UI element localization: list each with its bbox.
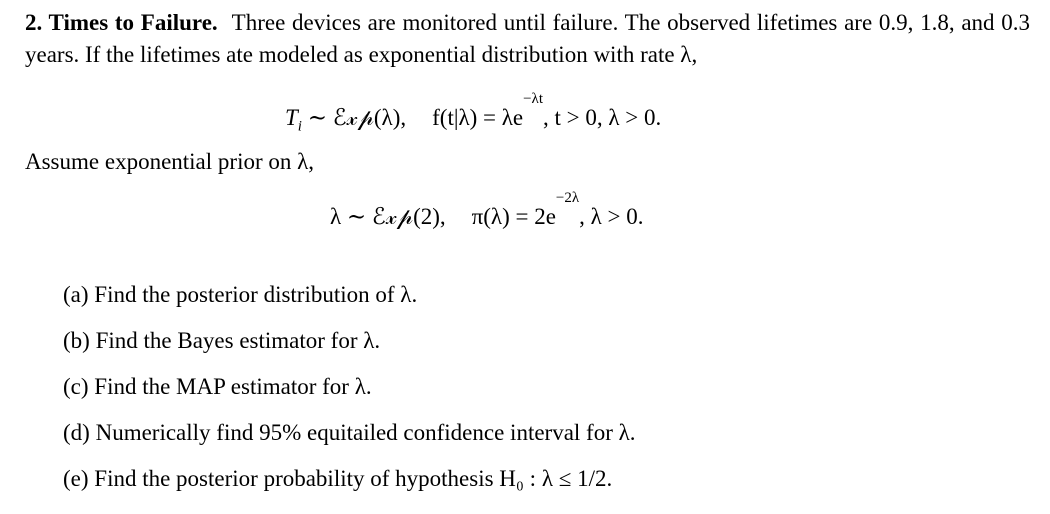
part-item-c bbox=[63, 364, 636, 410]
likelihood-pdf: f(t|λ) = λe bbox=[432, 105, 524, 130]
likelihood-cond: , t > 0, λ > 0. bbox=[543, 105, 662, 130]
likelihood-lhs-sub: i bbox=[297, 118, 302, 135]
part-item-b bbox=[63, 318, 636, 364]
part-text: Find the posterior probability of hypothesis H₀ : λ ≤ 1/2. bbox=[94, 466, 613, 491]
part-item-e bbox=[63, 456, 636, 502]
likelihood-pdf-exponent: −λt bbox=[523, 91, 543, 107]
part-text: Find the MAP estimator for λ. bbox=[94, 374, 372, 399]
part-label: (c) bbox=[63, 374, 89, 399]
likelihood-lhs: T bbox=[285, 105, 298, 130]
prior-pdf: π(λ) = 2e bbox=[471, 204, 556, 229]
prior-intro: Assume exponential prior on λ, bbox=[25, 149, 315, 174]
part-text: Numerically find 95% equitailed confidence interval for λ. bbox=[95, 420, 636, 445]
part-item-a bbox=[63, 272, 636, 318]
prior-pdf-exponent: −2λ bbox=[555, 190, 580, 206]
problem-intro bbox=[25, 7, 1030, 71]
part-text: Find the posterior distribution of λ. bbox=[94, 282, 418, 307]
prior-dist: λ ∼ ℰ𝓍𝓅(2), bbox=[330, 204, 446, 229]
part-label: (e) bbox=[63, 466, 89, 491]
problem-heading: 2. Times to Failure. bbox=[25, 10, 218, 35]
part-label: (d) bbox=[63, 420, 90, 445]
part-text: Find the Bayes estimator for λ. bbox=[95, 328, 381, 353]
part-item-d bbox=[63, 410, 636, 456]
problem-parts-list bbox=[63, 272, 636, 502]
intro-text: Three devices are monitored until failure. The observed lifetimes are 0.9, 1.8, and 0.3 years. If the lifetimes ate modeled as exponential distribution with rate λ, bbox=[25, 10, 1030, 67]
likelihood-dist: ∼ ℰ𝓍𝓅(λ), bbox=[301, 105, 407, 130]
prior-cond: , λ > 0. bbox=[579, 204, 644, 229]
part-label: (a) bbox=[63, 282, 89, 307]
part-label: (b) bbox=[63, 328, 90, 353]
